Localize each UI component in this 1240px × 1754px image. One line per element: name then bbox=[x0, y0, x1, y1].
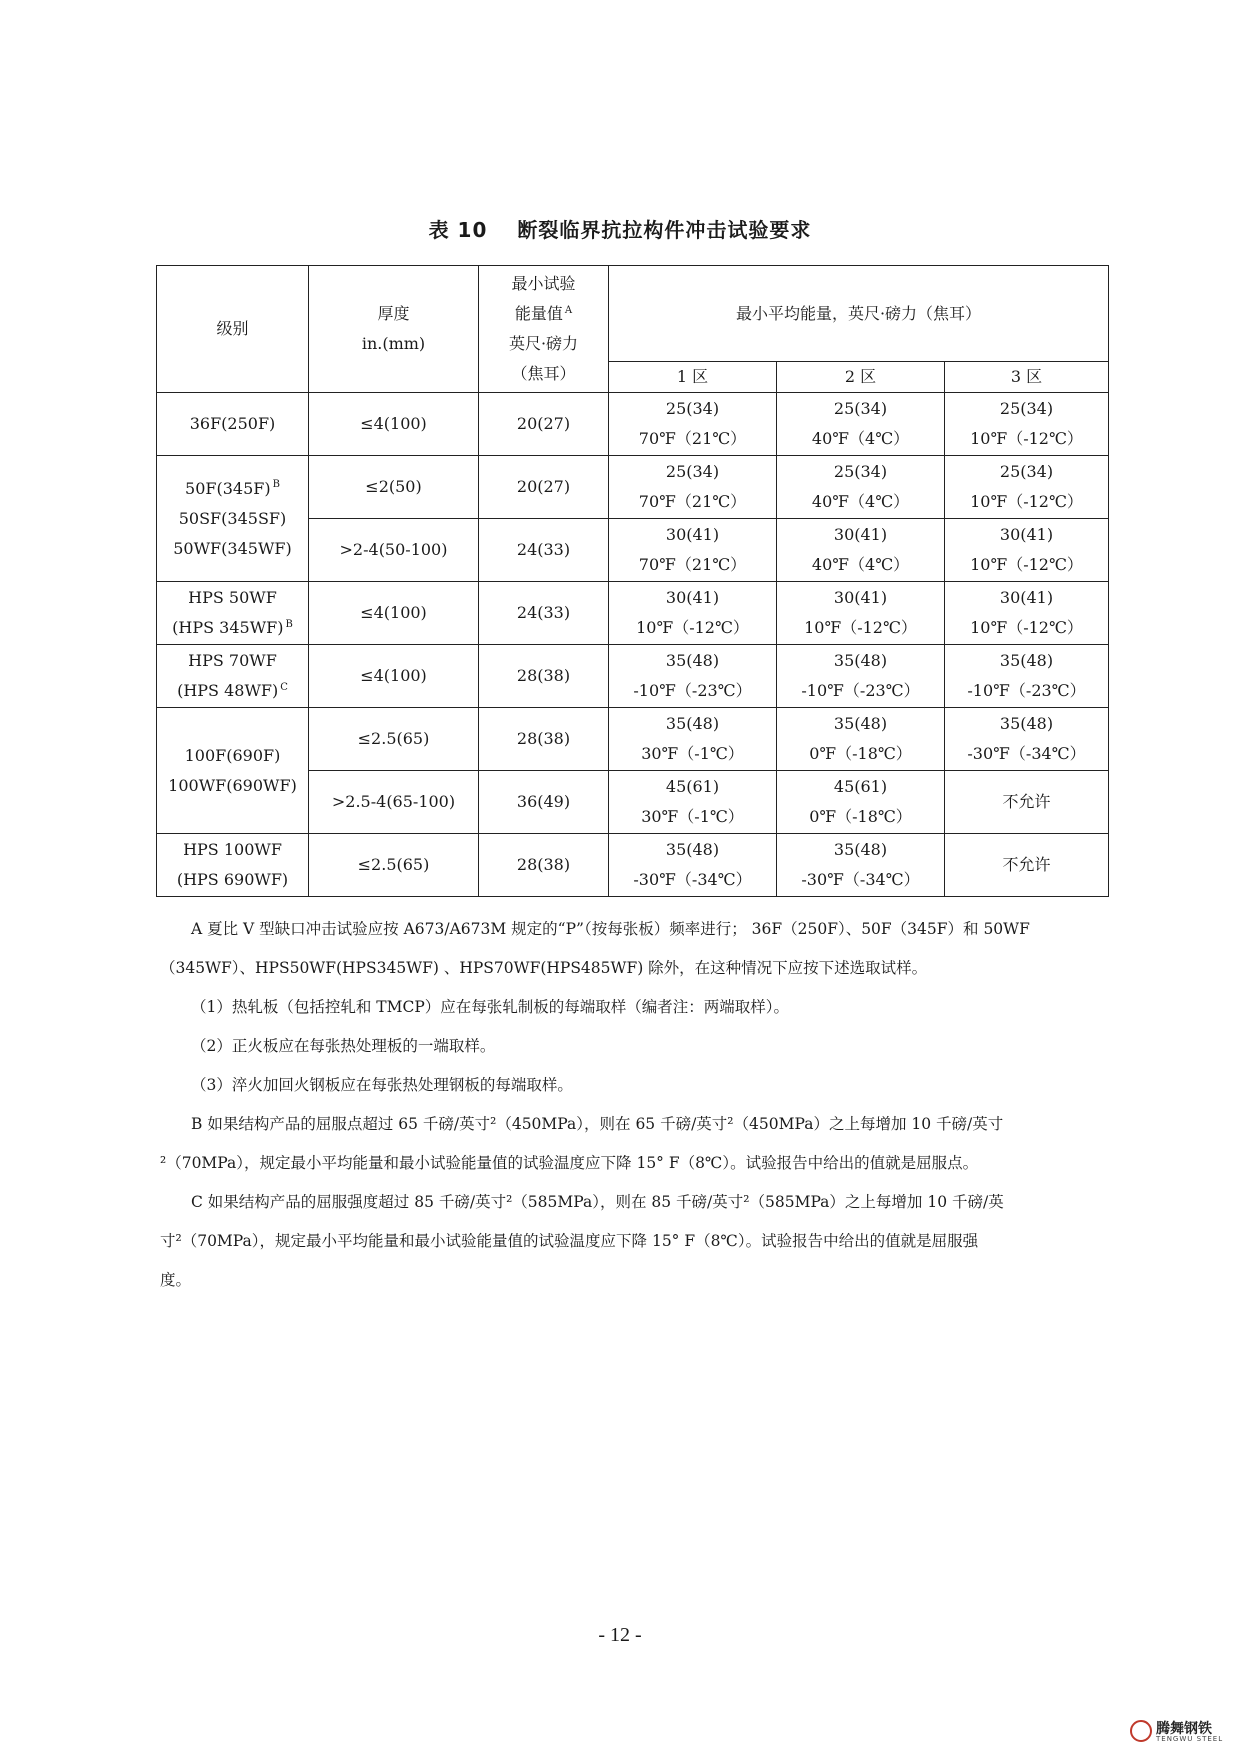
table-row bbox=[157, 582, 1109, 645]
header-min-test-energy bbox=[479, 266, 609, 393]
grade-cell bbox=[157, 708, 309, 834]
min-energy-cell: 24(33) bbox=[479, 582, 609, 645]
zone2-cell bbox=[777, 519, 945, 582]
test-temperature: -10℉（-23℃） bbox=[967, 681, 1086, 700]
table-row bbox=[157, 456, 1109, 519]
header-min-line2: 能量值 bbox=[514, 304, 563, 323]
zone3-cell bbox=[945, 393, 1109, 456]
test-temperature: 30℉（-1℃） bbox=[641, 744, 744, 763]
footnote-c-line3: 度。 bbox=[160, 1271, 192, 1289]
test-temperature: -10℉（-23℃） bbox=[633, 681, 752, 700]
test-temperature: -30℉（-34℃） bbox=[801, 870, 920, 889]
footnote-c-line1: C 如果结构产品的屈服强度超过 85 千磅/英寸²（585MPa），则在 85 千磅/英寸²（585MPa）之上每增加 10 千磅/英 bbox=[191, 1193, 1004, 1211]
table-row bbox=[157, 708, 1109, 771]
footnote-a-item3: （3）淬火加回火钢板应在每张热处理钢板的每端取样。 bbox=[191, 1076, 573, 1094]
zone2-cell bbox=[777, 645, 945, 708]
zone1-cell bbox=[609, 393, 777, 456]
logo-icon bbox=[1130, 1720, 1152, 1742]
test-temperature: 40℉（4℃） bbox=[811, 492, 910, 511]
grade-line: (HPS 48WF) bbox=[177, 681, 279, 700]
footnote-a-marker: A bbox=[564, 304, 573, 316]
footnote-c-line2: 寸²（70MPa），规定最小平均能量和最小试验能量值的试验温度应下降 15° F（8℃）。试验报告中给出的值就是屈服强 bbox=[160, 1232, 979, 1250]
page-number: - 12 - bbox=[598, 1624, 642, 1646]
zone1-cell bbox=[609, 519, 777, 582]
header-min-line1: 最小试验 bbox=[511, 274, 576, 293]
min-energy-cell: 28(38) bbox=[479, 834, 609, 897]
energy-value: 30(41) bbox=[833, 588, 888, 607]
grade-line: 100WF(690WF) bbox=[168, 775, 297, 795]
test-temperature: -30℉（-34℃） bbox=[633, 870, 752, 889]
footnote-a-line2: （345WF）、HPS50WF(HPS345WF) 、HPS70WF(HPS485WF) 除外，在这种情况下应按下述选取试样。 bbox=[160, 959, 928, 977]
energy-value: 45(61) bbox=[833, 777, 888, 796]
energy-value: 35(48) bbox=[999, 651, 1054, 670]
table-row bbox=[157, 393, 1109, 456]
footnote-c-marker: C bbox=[280, 681, 288, 693]
zone3-cell bbox=[945, 582, 1109, 645]
zone2-cell bbox=[777, 393, 945, 456]
zone3-cell bbox=[945, 519, 1109, 582]
zone3-cell bbox=[945, 645, 1109, 708]
thickness-cell: ≤2.5(65) bbox=[309, 834, 479, 897]
zone3-cell bbox=[945, 708, 1109, 771]
test-temperature: 70℉（21℃） bbox=[638, 555, 747, 574]
table-title-text: 断裂临界抗拉构件冲击试验要求 bbox=[517, 218, 812, 242]
energy-value: 30(41) bbox=[999, 588, 1054, 607]
thickness-cell: ≤2.5(65) bbox=[309, 708, 479, 771]
header-min-line4: （焦耳） bbox=[511, 364, 576, 383]
grade-line: HPS 100WF bbox=[183, 840, 282, 859]
zone1-cell bbox=[609, 834, 777, 897]
test-temperature: 70℉（21℃） bbox=[638, 492, 747, 511]
min-energy-cell: 28(38) bbox=[479, 645, 609, 708]
footnote-b-marker: B bbox=[272, 479, 280, 491]
header-thickness-line2: in.(mm) bbox=[361, 334, 426, 353]
test-temperature: 70℉（21℃） bbox=[638, 429, 747, 448]
min-energy-cell: 36(49) bbox=[479, 771, 609, 834]
energy-value: 25(34) bbox=[999, 462, 1054, 481]
test-temperature: 10℉（-12℃） bbox=[636, 618, 749, 637]
thickness-cell: >2.5-4(65-100) bbox=[309, 771, 479, 834]
min-energy-cell: 24(33) bbox=[479, 519, 609, 582]
grade-line: 50F(345F) bbox=[185, 478, 271, 498]
min-energy-cell: 20(27) bbox=[479, 393, 609, 456]
grade-cell bbox=[157, 582, 309, 645]
footnote-b-line1: B 如果结构产品的屈服点超过 65 千磅/英寸²（450MPa），则在 65 千磅/英寸²（450MPa）之上每增加 10 千磅/英寸 bbox=[191, 1115, 1004, 1133]
zone3-cell bbox=[945, 456, 1109, 519]
grade-cell bbox=[157, 834, 309, 897]
thickness-cell: ≤2(50) bbox=[309, 456, 479, 519]
grade-line: (HPS 345WF) bbox=[172, 618, 284, 637]
zone1-cell bbox=[609, 645, 777, 708]
energy-value: 25(34) bbox=[833, 399, 888, 418]
energy-value: 45(61) bbox=[665, 777, 720, 796]
grade-cell bbox=[157, 645, 309, 708]
test-temperature: 10℉（-12℃） bbox=[970, 492, 1083, 511]
zone3-cell-not-allowed: 不允许 bbox=[945, 771, 1109, 834]
grade-line: 50SF(345SF) bbox=[178, 508, 287, 528]
zone3-cell-not-allowed: 不允许 bbox=[945, 834, 1109, 897]
footnote-a-item2: （2）正火板应在每张热处理板的一端取样。 bbox=[191, 1037, 496, 1055]
energy-value: 30(41) bbox=[833, 525, 888, 544]
header-zone-1: 1 区 bbox=[609, 362, 777, 393]
grade-line: HPS 70WF bbox=[188, 651, 277, 670]
footnote-a-line1: A 夏比 V 型缺口冲击试验应按 A673/A673M 规定的“P”（按每张板）频率进行； 36F（250F）、50F（345F）和 50WF bbox=[191, 920, 1030, 938]
grade-line: 100F(690F) bbox=[184, 745, 281, 765]
energy-value: 35(48) bbox=[833, 714, 888, 733]
table-title bbox=[0, 214, 1240, 243]
energy-value: 35(48) bbox=[665, 714, 720, 733]
energy-value: 30(41) bbox=[665, 588, 720, 607]
zone2-cell bbox=[777, 771, 945, 834]
energy-value: 30(41) bbox=[999, 525, 1054, 544]
table-row bbox=[157, 834, 1109, 897]
thickness-cell: ≤4(100) bbox=[309, 582, 479, 645]
header-thickness-line1: 厚度 bbox=[377, 304, 410, 323]
test-temperature: 40℉（4℃） bbox=[811, 429, 910, 448]
zone2-cell bbox=[777, 456, 945, 519]
zone1-cell bbox=[609, 771, 777, 834]
footnote-a-item1: （1）热轧板（包括控轧和 TMCP）应在每张轧制板的每端取样（编者注：两端取样）。 bbox=[191, 998, 790, 1016]
header-thickness bbox=[309, 266, 479, 393]
table-number: 表 10 bbox=[428, 218, 488, 242]
table-row bbox=[157, 645, 1109, 708]
grade-line: HPS 50WF bbox=[188, 588, 277, 607]
energy-value: 35(48) bbox=[665, 840, 720, 859]
min-energy-cell: 20(27) bbox=[479, 456, 609, 519]
zone2-cell bbox=[777, 708, 945, 771]
grade-cell: 36F(250F) bbox=[157, 393, 309, 456]
test-temperature: -10℉（-23℃） bbox=[801, 681, 920, 700]
energy-value: 25(34) bbox=[833, 462, 888, 481]
test-temperature: 0℉（-18℃） bbox=[809, 807, 912, 826]
thickness-cell: ≤4(100) bbox=[309, 393, 479, 456]
energy-value: 35(48) bbox=[665, 651, 720, 670]
test-temperature: 30℉（-1℃） bbox=[641, 807, 744, 826]
header-min-avg-energy: 最小平均能量，英尺·磅力（焦耳） bbox=[609, 266, 1109, 362]
test-temperature: 10℉（-12℃） bbox=[970, 618, 1083, 637]
min-energy-cell: 28(38) bbox=[479, 708, 609, 771]
grade-line: (HPS 690WF) bbox=[176, 870, 289, 889]
grade-line: 50WF(345WF) bbox=[173, 538, 292, 558]
header-grade: 级别 bbox=[157, 266, 309, 393]
thickness-cell: ≤4(100) bbox=[309, 645, 479, 708]
test-temperature: -30℉（-34℃） bbox=[967, 744, 1086, 763]
test-temperature: 10℉（-12℃） bbox=[970, 555, 1083, 574]
zone2-cell bbox=[777, 582, 945, 645]
thickness-cell: >2-4(50-100) bbox=[309, 519, 479, 582]
footnote-b-marker: B bbox=[285, 618, 293, 630]
test-temperature: 40℉（4℃） bbox=[811, 555, 910, 574]
company-watermark bbox=[1130, 1718, 1230, 1748]
energy-value: 25(34) bbox=[999, 399, 1054, 418]
energy-value: 35(48) bbox=[833, 840, 888, 859]
watermark-name: 腾舞钢铁 bbox=[1156, 1721, 1212, 1737]
test-temperature: 10℉（-12℃） bbox=[970, 429, 1083, 448]
energy-value: 35(48) bbox=[833, 651, 888, 670]
zone2-cell bbox=[777, 834, 945, 897]
energy-value: 35(48) bbox=[999, 714, 1054, 733]
energy-value: 30(41) bbox=[665, 525, 720, 544]
header-zone-2: 2 区 bbox=[777, 362, 945, 393]
zone1-cell bbox=[609, 708, 777, 771]
footnotes bbox=[160, 910, 1126, 1300]
header-zone-3: 3 区 bbox=[945, 362, 1109, 393]
watermark-subtitle: TENGWU STEEL bbox=[1156, 1735, 1224, 1743]
energy-value: 25(34) bbox=[665, 462, 720, 481]
zone1-cell bbox=[609, 582, 777, 645]
zone1-cell bbox=[609, 456, 777, 519]
test-temperature: 10℉（-12℃） bbox=[804, 618, 917, 637]
test-temperature: 0℉（-18℃） bbox=[809, 744, 912, 763]
grade-cell bbox=[157, 456, 309, 582]
energy-value: 25(34) bbox=[665, 399, 720, 418]
footnote-b-line2: ²（70MPa），规定最小平均能量和最小试验能量值的试验温度应下降 15° F（8℃）。试验报告中给出的值就是屈服点。 bbox=[160, 1154, 979, 1172]
impact-test-table bbox=[156, 265, 1109, 897]
header-min-line3: 英尺·磅力 bbox=[508, 334, 579, 353]
